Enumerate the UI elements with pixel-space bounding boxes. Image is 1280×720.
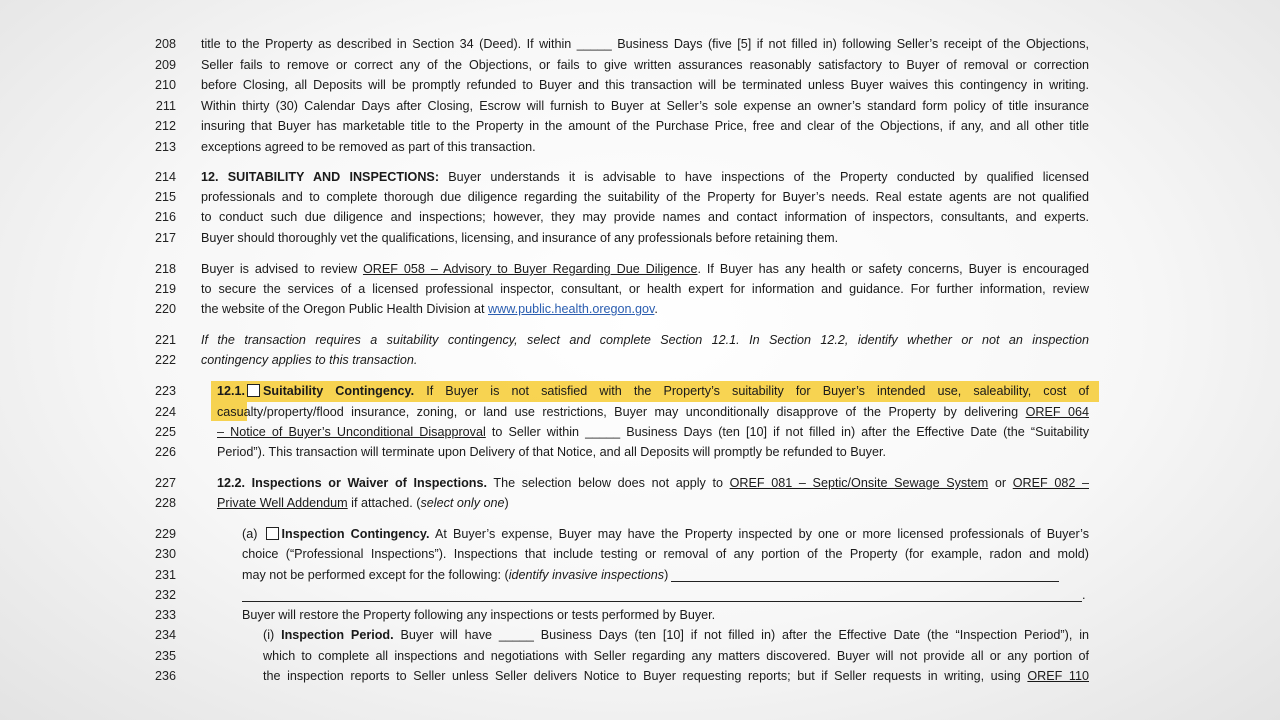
line-231: 231 may not be performed except for the following: (identify invasive inspections) [0, 565, 1280, 585]
suitability-heading: Suitability Contingency. [263, 384, 415, 398]
suitability-checkbox[interactable] [247, 384, 260, 397]
inspection-contingency-checkbox[interactable] [266, 527, 279, 540]
inspection-contingency-heading: Inspection Contingency. [281, 527, 430, 541]
line-230: 230 choice (“Professional Inspections”). Inspections that include testing or removal of any portion of the Property (for example, radon and mold) [154, 547, 1089, 561]
oref-081-link[interactable]: OREF 081 – Septic/Onsite Sewage System [729, 476, 989, 490]
line-219: 219 to secure the services of a licensed professional inspector, consultant, or health expert for information and guidance. For further information, review [154, 282, 1089, 296]
line-228: 228 Private Well Addendum if attached. (select only one) [154, 496, 509, 510]
line-224: 224 casualty/property/flood insurance, zoning, or land use restrictions, Buyer may unconditionally disapprove of the Property by delivering OREF 064 [154, 405, 1089, 419]
invasive-inspections-blank[interactable] [671, 568, 1059, 582]
line-221: 221 If the transaction requires a suitability contingency, select and complete Section 12.1. In Section 12.2, identify whether or not an inspection [154, 333, 1089, 347]
line-232: 232 . [154, 588, 1086, 602]
oref-082-link[interactable]: OREF 082 – [1012, 476, 1089, 490]
line-223: 223 12.1. Suitability Contingency. If Buyer is not satisfied with the Property’s suitability for Buyer’s intended use, saleability, cost of [154, 384, 1089, 398]
oref-064-link[interactable]: OREF 064 [1025, 405, 1089, 419]
line-220: 220 the website of the Oregon Public Health Division at www.public.health.oregon.gov. [154, 302, 658, 316]
section-12-heading: 12. SUITABILITY AND INSPECTIONS: [201, 170, 440, 184]
line-222: 222 contingency applies to this transaction. [154, 353, 418, 367]
oref-110-link[interactable]: OREF 110 [1027, 669, 1089, 683]
invasive-inspections-blank-2[interactable] [242, 588, 1082, 602]
inspection-period-heading: Inspection Period. [281, 628, 394, 642]
well-addendum-link[interactable]: Private Well Addendum [217, 496, 348, 510]
line-217: 217 Buyer should thoroughly vet the qualifications, licensing, and insurance of any professionals before retaining them. [154, 231, 839, 245]
line-226: 226 Period”). This transaction will terminate upon Delivery of that Notice, and all Deposits will promptly be refunded to Buyer. [154, 445, 886, 459]
public-health-url-link[interactable]: www.public.health.oregon.gov [488, 302, 655, 316]
line-211: 211 Within thirty (30) Calendar Days after Closing, Escrow will furnish to Buyer at Seller’s sole expense an owner’s standard form policy of title insurance [155, 99, 1089, 113]
line-229: 229 (a) Inspection Contingency. At Buyer’s expense, Buyer may have the Property inspected by one or more licensed professionals of Buyer’s [154, 527, 1089, 541]
line-234: 234 (i) Inspection Period. Buyer will have _____ Business Days (ten [10] if not filled in) after the Effective Date (the “Inspection Period”), in [154, 628, 1089, 642]
line-214: 214 12. SUITABILITY AND INSPECTIONS: Buyer understands it is advisable to have inspections of the Property conducted by qualified licensed [154, 170, 1089, 184]
line-218: 218 Buyer is advised to review OREF 058 – Advisory to Buyer Regarding Due Diligence. If Buyer has any health or safety concerns, Buyer is encouraged [154, 262, 1089, 276]
line-208: 208 title to the Property as described in Section 34 (Deed). If within _____ Business Days (five [5] if not filled in) following Seller’s receipt of the Objections, [154, 37, 1089, 51]
line-215: 215 professionals and to complete thorough due diligence regarding the suitability of the Property for Buyer’s needs. Real estate agents are not qualified [154, 190, 1089, 204]
line-236: 236 the inspection reports to Seller unless Seller delivers Notice to Buyer requesting reports; but if Seller requests in writing, using OREF 110 [154, 669, 1089, 683]
notice-disapproval-link[interactable]: – Notice of Buyer’s Unconditional Disapproval [217, 425, 486, 439]
line-235: 235 which to complete all inspections and negotiations with Seller regarding any matters discovered. Buyer will not provide all or any portion of [154, 649, 1089, 663]
line-227: 227 12.2. Inspections or Waiver of Inspections. The selection below does not apply to OREF 081 – Septic/Onsite Sewage System or OREF 082 – [154, 476, 1089, 490]
line-233: 233 Buyer will restore the Property following any inspections or tests performed by Buyer. [154, 608, 716, 622]
line-225: 225 – Notice of Buyer’s Unconditional Disapproval to Seller within _____ Business Days (ten [10] if not filled in) after the Effective Date (the “Suitability [154, 425, 1089, 439]
line-209: 209 Seller fails to remove or correct any of the Objections, or fails to give written assurances reasonably satisfactory to Buyer of removal or correction [154, 58, 1089, 72]
line-216: 216 to conduct such due diligence and inspections; however, they may provide names and contact information of inspectors, consultants, and experts. [154, 210, 1089, 224]
oref-058-link[interactable]: OREF 058 – Advisory to Buyer Regarding Due Diligence [362, 262, 698, 276]
line-212: 212 insuring that Buyer has marketable title to the Property in the amount of the Purchase Price, free and clear of the Objections, if any, and all other title [154, 119, 1089, 133]
line-213: 213 exceptions agreed to be removed as part of this transaction. [154, 140, 536, 154]
inspections-heading: 12.2. Inspections or Waiver of Inspections. [217, 476, 487, 490]
line-210: 210 before Closing, all Deposits will be promptly refunded to Buyer and this transaction will be terminated unless Buyer waives this contingency in writing. [154, 78, 1089, 92]
